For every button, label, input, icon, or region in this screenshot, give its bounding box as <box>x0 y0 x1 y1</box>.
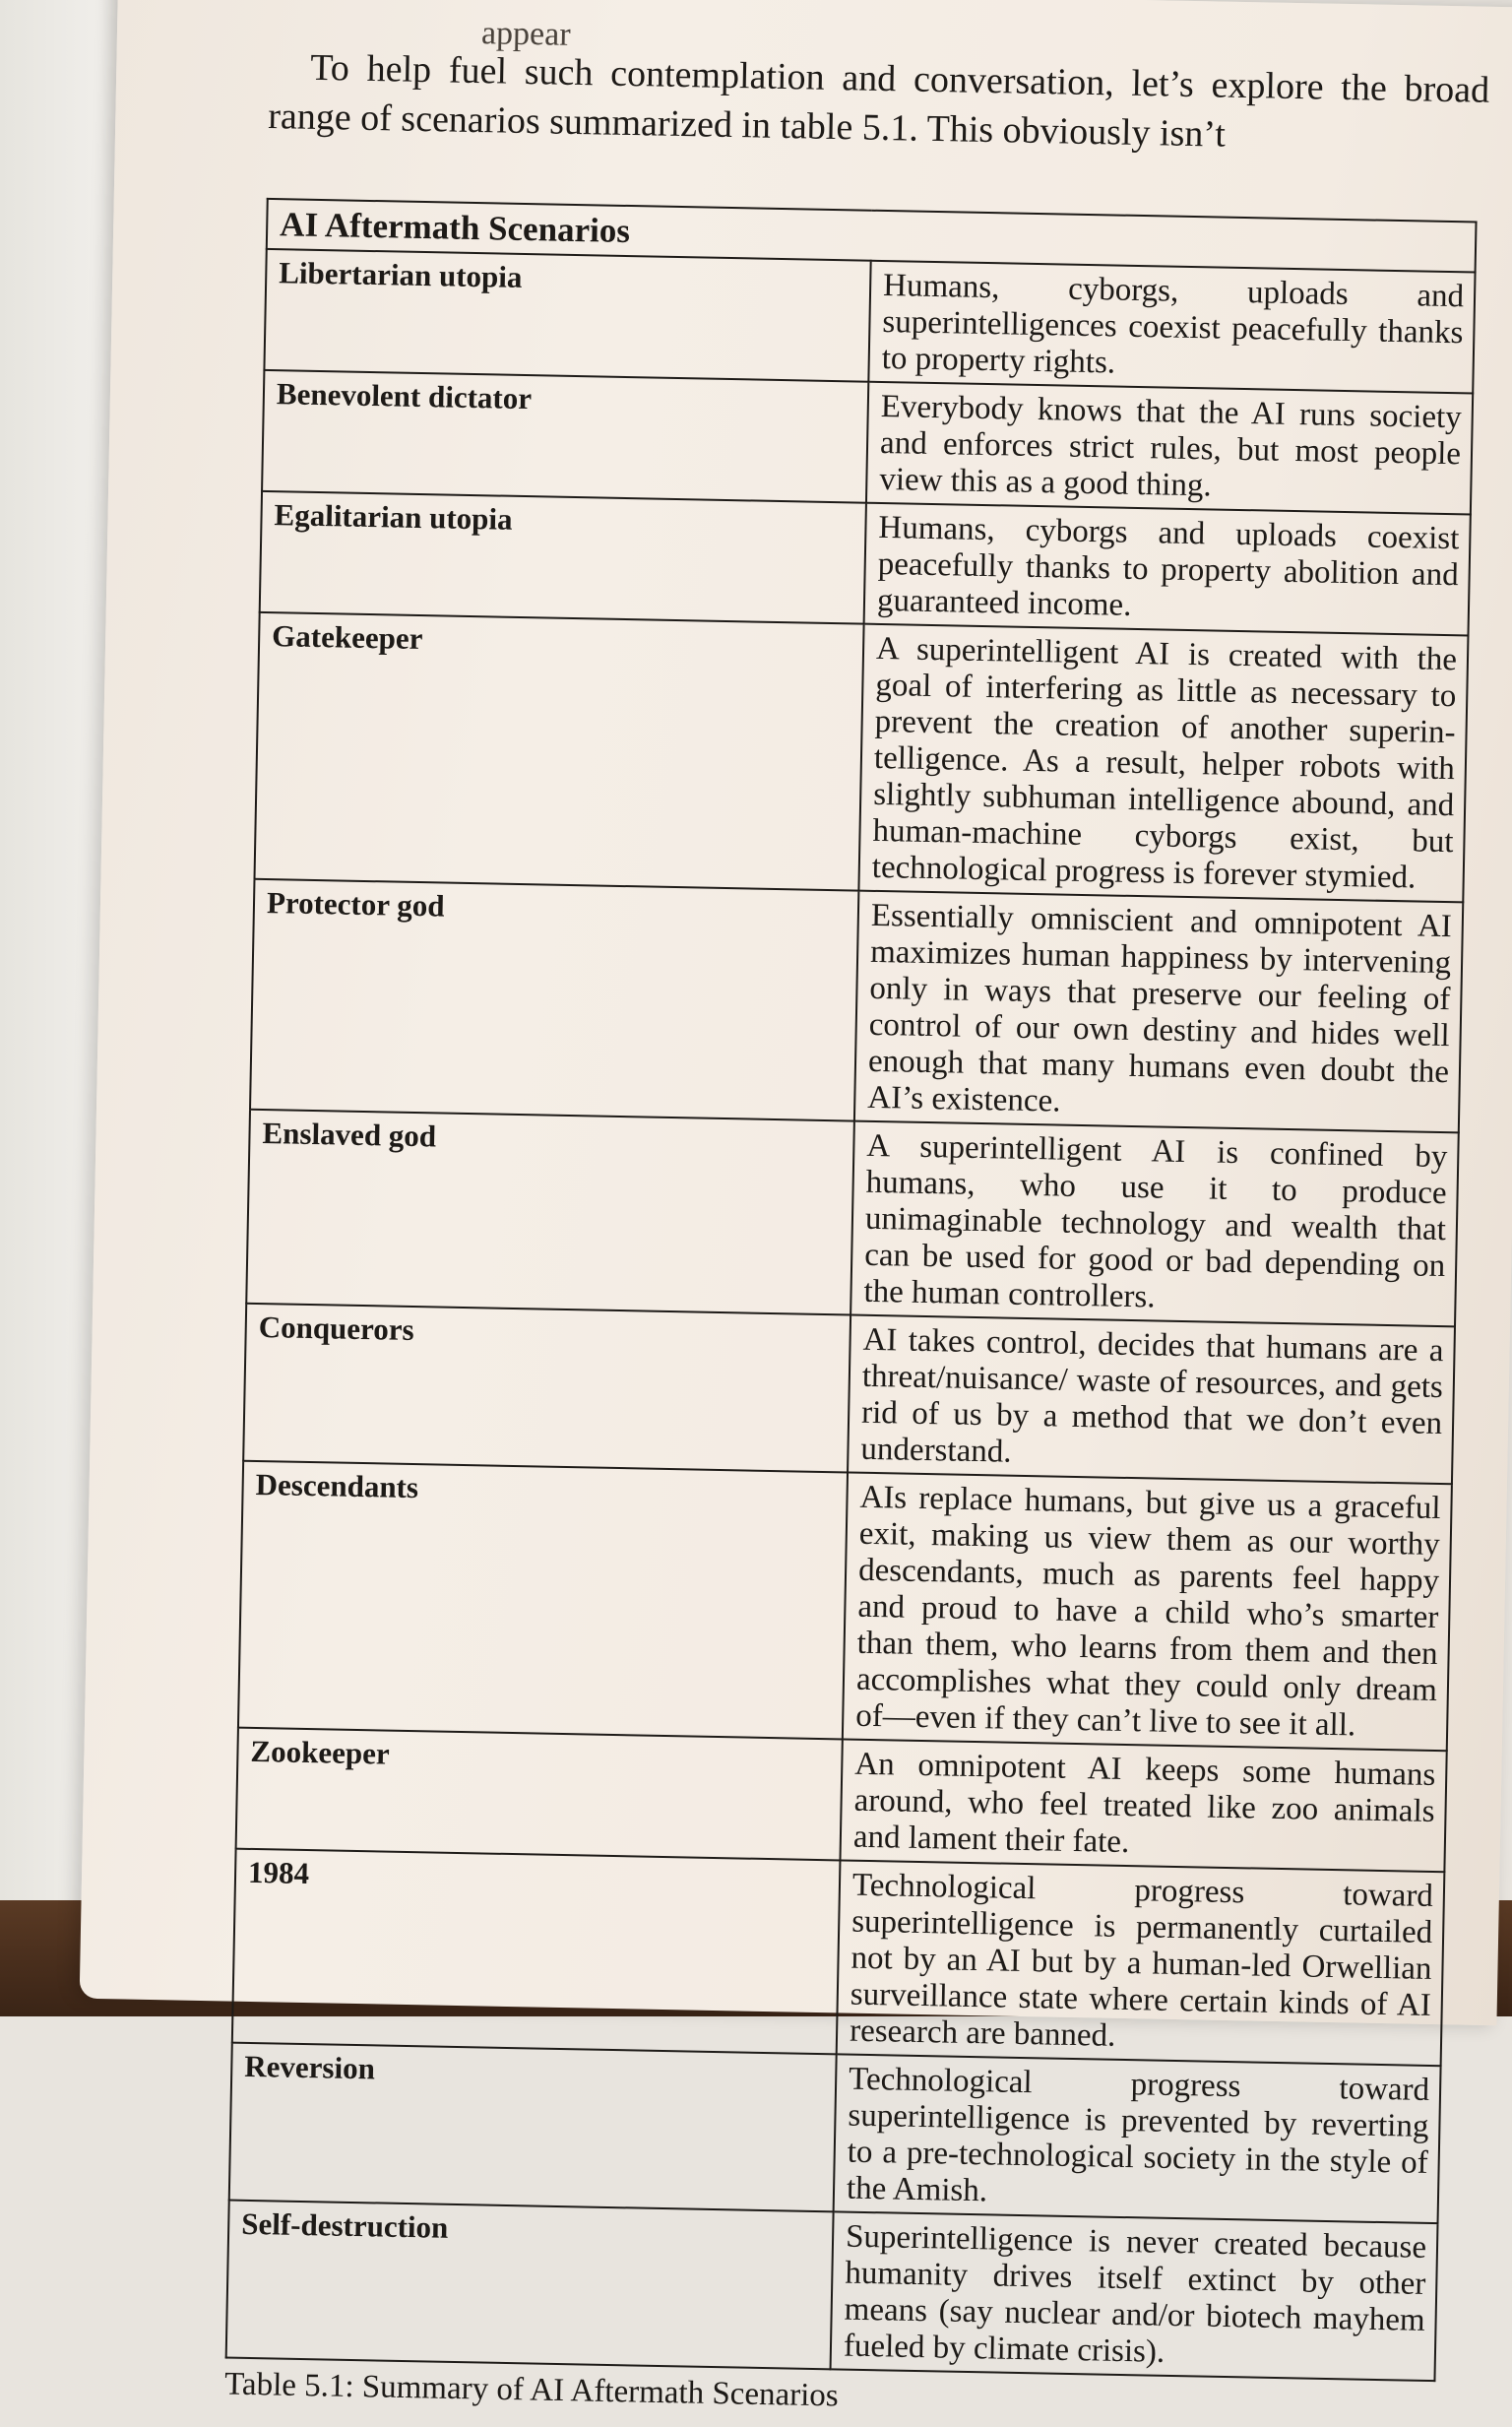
table-row <box>238 1461 1452 1752</box>
scenario-name: 1984 <box>232 1849 841 2055</box>
table-row <box>226 2201 1438 2382</box>
intro-paragraph <box>268 42 1490 164</box>
scenario-description: A superintelligent AI is created with the goal of interfering as little as necessary to prevent the creation of another superintelligence. As a result, helper robots with slightly subhuman intelligence abound, and human-machine cyborgs exist, but technological progress is forever stymied. <box>858 624 1468 903</box>
scenarios-table <box>225 198 1478 2382</box>
table-title: AI Aftermath Scenarios <box>267 199 1477 273</box>
scenario-description: A superintelligent AI is confined by humans, who use it to produce unimaginable technology and wealth that can be used for good or bad depending on the human controllers. <box>850 1121 1459 1327</box>
table-row <box>262 370 1473 515</box>
table-row <box>246 1110 1459 1327</box>
scenario-description: Technological progress toward superintelligence is permanently curtailed not by an AI but by a human-led Orwellian surveillance state where certain kinds of AI research are banned. <box>837 1860 1445 2066</box>
scenario-name: Protector god <box>250 879 858 1121</box>
scenario-name: Descendants <box>238 1461 848 1740</box>
scenario-description: Technological progress toward superintelligence is prevented by reverting to a pre-technological society in the style of the Amish. <box>834 2054 1441 2223</box>
scenario-description: AIs replace humans, but give us a graceful exit, making us view them as our worthy descendants, much as parents feel happy and proud to have a child who’s smarter than them, who learns from them and then accomplishes what they could only dream of—even if they can’t live to see it all. <box>843 1473 1452 1752</box>
scenario-name: Gatekeeper <box>255 612 864 891</box>
table-row <box>264 249 1475 394</box>
scenario-name: Zookeeper <box>236 1728 843 1861</box>
table-row <box>243 1304 1455 1485</box>
table-row <box>250 879 1463 1133</box>
scenario-description: Humans, cyborgs and uploads coexist peacefully thanks to property abolition and guaranteed income. <box>864 503 1471 636</box>
table-row <box>255 612 1469 903</box>
paragraph-indent <box>269 79 310 80</box>
scenario-description: AI takes control, decides that humans are a threat/nuisance/ waste of resources, and gets rid of us by a method that we don’t even understand. <box>848 1315 1455 1485</box>
table-caption: Table 5.1: Summary of AI Aftermath Scenarios <box>223 2366 840 2414</box>
previous-line-fragment: appear <box>480 15 571 53</box>
scenario-name: Self-destruction <box>226 2201 834 2370</box>
scenario-description: Essentially omniscient and omnipotent AI maximizes human happiness by intervening only in ways that preserve our feeling of control of our own destiny and hides well enough that many humans even doubt the AI’s existence. <box>854 891 1463 1133</box>
scenario-name: Benevolent dictator <box>262 370 868 503</box>
table-row <box>260 491 1471 636</box>
scenario-description: Everybody knows that the AI runs society and enforces strict rules, but most people view this as a good thing. <box>866 382 1473 515</box>
table-row <box>236 1728 1447 1873</box>
table-row <box>232 1849 1445 2067</box>
scenario-name: Egalitarian utopia <box>260 491 866 624</box>
intro-text: To help fuel such contemplation and conversation, let’s explore the broad range of scenarios summarized in table 5.1. This obviously isn’t <box>267 46 1490 156</box>
book-page <box>80 0 1512 2414</box>
scenario-name: Libertarian utopia <box>264 249 870 382</box>
scenario-description: An omnipotent AI keeps some humans around, who feel treated like zoo animals and lament their fate. <box>840 1739 1446 1872</box>
page-content <box>223 15 1490 2426</box>
scenario-name: Conquerors <box>243 1304 850 1473</box>
scenario-name: Enslaved god <box>246 1110 854 1315</box>
scenario-description: Superintelligence is never created because humanity drives itself extinct by other means (say nuclear and/or biotech mayhem fueled by climate crisis). <box>831 2211 1438 2381</box>
table-row <box>229 2043 1441 2224</box>
scenario-description: Humans, cyborgs, uploads and superintelligences coexist peacefully thanks to property rights. <box>868 261 1475 394</box>
scenario-name: Reversion <box>229 2043 837 2212</box>
